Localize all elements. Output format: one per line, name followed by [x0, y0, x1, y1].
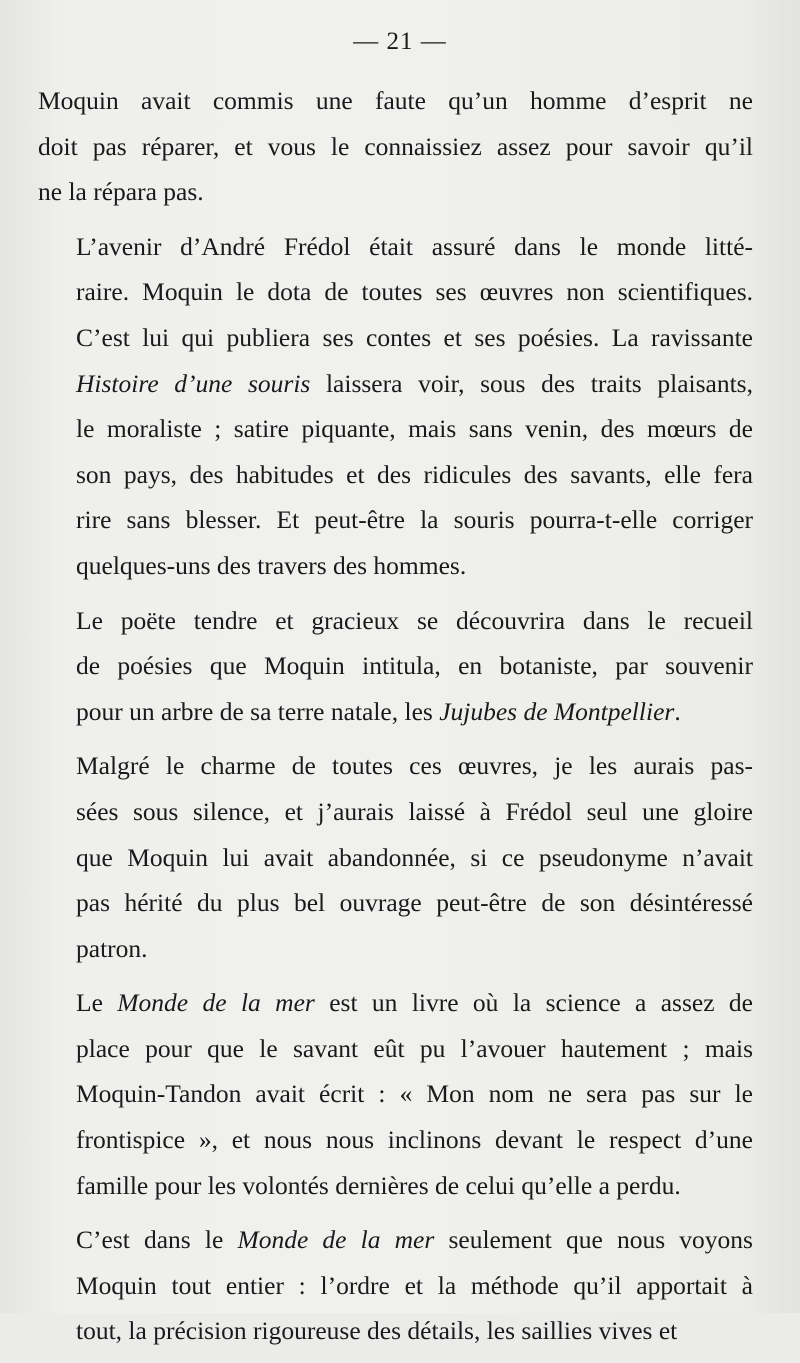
text-line: Malgré le charme de toutes ces œuvres, je les aurais pas-	[76, 751, 753, 781]
text-line: Le Monde de la mer est un livre où la science a assez de	[76, 988, 753, 1018]
text-line: de poésies que Moquin intitula, en botaniste, par souvenir	[76, 651, 753, 681]
text-line: L’avenir d’André Frédol était assuré dans le monde litté-	[76, 231, 753, 261]
text-line: frontispice », et nous nous inclinons devant le respect d’une	[76, 1125, 753, 1155]
text-line: quelques-uns des travers des hommes.	[76, 550, 467, 580]
text-line: pour un arbre de sa terre natale, les Jujubes de Montpellier.	[76, 696, 681, 726]
text-line: C’est dans le Monde de la mer seulement que nous voyons	[76, 1225, 753, 1255]
text-line: son pays, des habitudes et des ridicules des savants, elle fera	[76, 459, 753, 489]
italic-title: Monde de la mer	[237, 1225, 435, 1255]
page-number: — 21 —	[353, 28, 447, 55]
text-line: raire. Moquin le dota de toutes ses œuvres non scientifiques.	[76, 277, 753, 307]
text-line: sées sous silence, et j’aurais laissé à Frédol seul une gloire	[76, 796, 753, 826]
text-line: que Moquin lui avait abandonnée, si ce pseudonyme n’avait	[76, 842, 753, 872]
text-line: le moraliste ; satire piquante, mais sans venin, des mœurs de	[76, 414, 753, 444]
italic-title: Monde de la mer	[117, 988, 315, 1018]
text-line: pas hérité du plus bel ouvrage peut-être de son désintéressé	[76, 888, 753, 918]
paragraph	[38, 598, 753, 735]
text-line: Moquin avait commis une faute qu’un homme d’esprit ne	[38, 86, 753, 115]
text-line: doit pas réparer, et vous le connaissiez assez pour savoir qu’il	[38, 131, 753, 161]
text-line: tout, la précision rigoureuse des détails, les saillies vives et	[76, 1316, 678, 1346]
paragraph	[38, 224, 753, 589]
text-line: Moquin-Tandon avait écrit : « Mon nom ne sera pas sur le	[76, 1079, 753, 1109]
text-line: C’est lui qui publiera ses contes et ses poésies. La ravissante	[76, 322, 753, 352]
text-line: rire sans blesser. Et peut-être la souris pourra-t-elle corriger	[76, 505, 753, 535]
paragraph	[38, 78, 753, 215]
italic-title: Histoire d’une souris	[76, 368, 311, 398]
body-text	[38, 78, 753, 1363]
text-line: famille pour les volontés dernières de celui qu’elle a perdu.	[76, 1170, 681, 1200]
paragraph	[38, 1217, 753, 1354]
text-line: place pour que le savant eût pu l’avouer hautement ; mais	[76, 1033, 753, 1063]
paragraph	[38, 743, 753, 971]
text-line: Histoire d’une souris laissera voir, sous des traits plaisants,	[76, 368, 753, 398]
text-line: ne la répara pas.	[38, 177, 204, 207]
text-line: Moquin tout entier : l’ordre et la méthode qu’il apportait à	[76, 1270, 753, 1300]
paragraph	[38, 980, 753, 1208]
text-line: patron.	[76, 933, 148, 963]
text-line: Le poëte tendre et gracieux se découvrira dans le recueil	[76, 605, 753, 635]
italic-title: Jujubes de Montpellier	[439, 696, 675, 726]
